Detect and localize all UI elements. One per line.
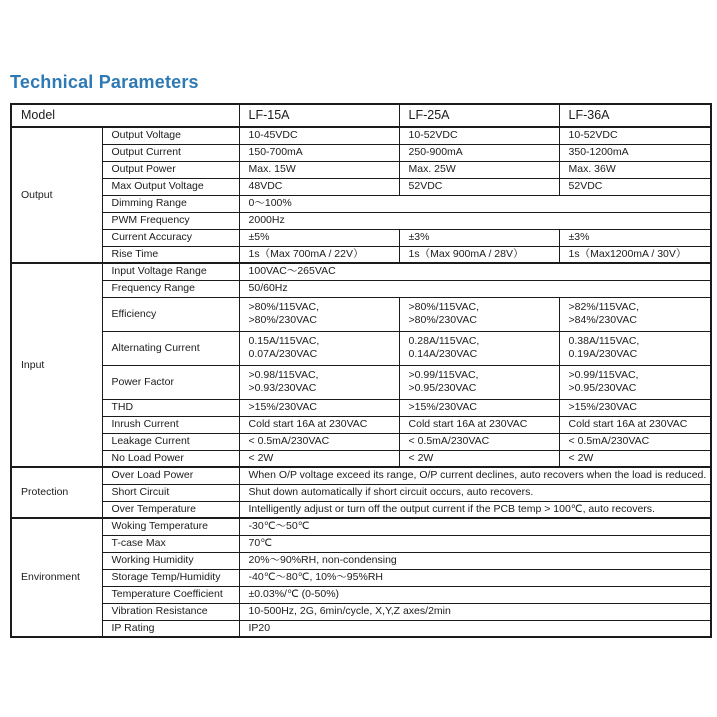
table-row xyxy=(11,280,711,297)
param-value: Shut down automatically if short circuit occurs, auto recovers. xyxy=(239,484,711,501)
value-line: >0.95/230VAC xyxy=(408,382,477,394)
table-row xyxy=(11,467,711,484)
table-row xyxy=(11,484,711,501)
param-label: PWM Frequency xyxy=(102,212,239,229)
param-value: ±5% xyxy=(239,229,399,246)
table-row xyxy=(11,552,711,569)
param-value: Cold start 16A at 230VAC xyxy=(559,416,711,433)
param-value: < 2W xyxy=(399,450,559,467)
param-value: 1s（Max 900mA / 28V） xyxy=(399,246,559,263)
table-row xyxy=(11,603,711,620)
param-label: Short Circuit xyxy=(102,484,239,501)
param-label: Output Current xyxy=(102,144,239,161)
param-value: Max. 25W xyxy=(399,161,559,178)
model-header: Model xyxy=(11,104,239,127)
param-label: Temperature Coefficient xyxy=(102,586,239,603)
param-value: 10-45VDC xyxy=(239,127,399,144)
param-value: 10-52VDC xyxy=(399,127,559,144)
param-value: Max. 36W xyxy=(559,161,711,178)
param-value: >15%/230VAC xyxy=(559,399,711,416)
table-row xyxy=(11,518,711,535)
section-label-environment: Environment xyxy=(11,518,102,637)
param-value: ±3% xyxy=(399,229,559,246)
param-value: < 2W xyxy=(239,450,399,467)
table-row xyxy=(11,178,711,195)
param-label: Alternating Current xyxy=(102,331,239,365)
table-row xyxy=(11,586,711,603)
value-line: 0.28A/115VAC, xyxy=(408,335,480,347)
param-value xyxy=(399,365,559,399)
param-label: IP Rating xyxy=(102,620,239,637)
param-label: Storage Temp/Humidity xyxy=(102,569,239,586)
spec-table xyxy=(10,103,712,638)
param-value: 2000Hz xyxy=(239,212,711,229)
value-line: >0.95/230VAC xyxy=(568,382,637,394)
table-row xyxy=(11,246,711,263)
param-value: 0～100% xyxy=(239,195,711,212)
param-label: Over Temperature xyxy=(102,501,239,518)
param-value: < 0.5mA/230VAC xyxy=(239,433,399,450)
param-label: THD xyxy=(102,399,239,416)
param-label: Leakage Current xyxy=(102,433,239,450)
param-label: Current Accuracy xyxy=(102,229,239,246)
value-line: >80%/230VAC xyxy=(248,314,317,326)
param-label: Dimming Range xyxy=(102,195,239,212)
value-line: >0.99/115VAC, xyxy=(408,369,479,381)
value-line: 0.14A/230VAC xyxy=(408,348,478,360)
param-value: Cold start 16A at 230VAC xyxy=(399,416,559,433)
param-label: T-case Max xyxy=(102,535,239,552)
param-value: < 0.5mA/230VAC xyxy=(399,433,559,450)
value-line: >0.93/230VAC xyxy=(248,382,317,394)
param-value xyxy=(399,331,559,365)
param-value: 50/60Hz xyxy=(239,280,711,297)
param-value: 48VDC xyxy=(239,178,399,195)
table-row xyxy=(11,365,711,399)
table-row xyxy=(11,263,711,280)
table-row xyxy=(11,127,711,144)
table-row xyxy=(11,620,711,637)
value-line: >82%/115VAC, xyxy=(568,301,640,313)
value-line: 0.19A/230VAC xyxy=(568,348,638,360)
param-value: 52VDC xyxy=(559,178,711,195)
model-header-lf25a: LF-25A xyxy=(399,104,559,127)
table-row xyxy=(11,144,711,161)
value-line: 0.07A/230VAC xyxy=(248,348,318,360)
value-line: >80%/115VAC, xyxy=(408,301,480,313)
param-label: Inrush Current xyxy=(102,416,239,433)
param-label: Frequency Range xyxy=(102,280,239,297)
section-label-input: Input xyxy=(11,263,102,467)
param-value: 20%～90%RH, non-condensing xyxy=(239,552,711,569)
header-row xyxy=(11,104,711,127)
table-row xyxy=(11,229,711,246)
value-line: 0.38A/115VAC, xyxy=(568,335,640,347)
param-label: Output Power xyxy=(102,161,239,178)
table-row xyxy=(11,501,711,518)
table-row xyxy=(11,416,711,433)
param-value: < 2W xyxy=(559,450,711,467)
param-value: < 0.5mA/230VAC xyxy=(559,433,711,450)
param-value: Cold start 16A at 230VAC xyxy=(239,416,399,433)
param-label: No Load Power xyxy=(102,450,239,467)
table-row xyxy=(11,331,711,365)
param-value: 52VDC xyxy=(399,178,559,195)
param-value: ±3% xyxy=(559,229,711,246)
param-value: 1s（Max 700mA / 22V） xyxy=(239,246,399,263)
param-label: Efficiency xyxy=(102,297,239,331)
table-row xyxy=(11,450,711,467)
param-value: ±0.03%/℃ (0-50%) xyxy=(239,586,711,603)
param-value: 150-700mA xyxy=(239,144,399,161)
param-value xyxy=(559,331,711,365)
param-label: Rise Time xyxy=(102,246,239,263)
param-value xyxy=(239,331,399,365)
table-row xyxy=(11,535,711,552)
param-value: When O/P voltage exceed its range, O/P current declines, auto recovers when the load is reduced. xyxy=(239,467,711,484)
param-label: Vibration Resistance xyxy=(102,603,239,620)
param-value: -40℃～80℃, 10%～95%RH xyxy=(239,569,711,586)
param-value: 350-1200mA xyxy=(559,144,711,161)
table-row xyxy=(11,399,711,416)
param-value: 100VAC～265VAC xyxy=(239,263,711,280)
section-label-output: Output xyxy=(11,127,102,263)
value-line: >80%/230VAC xyxy=(408,314,477,326)
param-value: 10-500Hz, 2G, 6min/cycle, X,Y,Z axes/2min xyxy=(239,603,711,620)
param-value xyxy=(239,297,399,331)
param-value: 70℃ xyxy=(239,535,711,552)
table-row xyxy=(11,433,711,450)
param-label: Woking Temperature xyxy=(102,518,239,535)
param-label: Output Voltage xyxy=(102,127,239,144)
value-line: >0.98/115VAC, xyxy=(248,369,319,381)
model-header-lf15a: LF-15A xyxy=(239,104,399,127)
table-row xyxy=(11,212,711,229)
table-row xyxy=(11,569,711,586)
table-row xyxy=(11,161,711,178)
value-line: >80%/115VAC, xyxy=(248,301,320,313)
param-value xyxy=(239,365,399,399)
table-row xyxy=(11,195,711,212)
param-label: Max Output Voltage xyxy=(102,178,239,195)
param-value xyxy=(399,297,559,331)
param-value: 1s（Max1200mA / 30V） xyxy=(559,246,711,263)
table-row xyxy=(11,297,711,331)
param-label: Power Factor xyxy=(102,365,239,399)
param-label: Input Voltage Range xyxy=(102,263,239,280)
param-value: -30℃～50℃ xyxy=(239,518,711,535)
value-line: >84%/230VAC xyxy=(568,314,637,326)
model-header-lf36a: LF-36A xyxy=(559,104,711,127)
param-value: 250-900mA xyxy=(399,144,559,161)
param-label: Working Humidity xyxy=(102,552,239,569)
value-line: 0.15A/115VAC, xyxy=(248,335,320,347)
param-value: >15%/230VAC xyxy=(399,399,559,416)
param-value xyxy=(559,297,711,331)
page-title: Technical Parameters xyxy=(10,72,199,92)
value-line: >0.99/115VAC, xyxy=(568,369,639,381)
param-value: IP20 xyxy=(239,620,711,637)
param-value: Max. 15W xyxy=(239,161,399,178)
param-value: Intelligently adjust or turn off the output current if the PCB temp > 100℃, auto recovers. xyxy=(239,501,711,518)
param-value xyxy=(559,365,711,399)
param-value: >15%/230VAC xyxy=(239,399,399,416)
param-value: 10-52VDC xyxy=(559,127,711,144)
section-label-protection: Protection xyxy=(11,467,102,518)
param-label: Over Load Power xyxy=(102,467,239,484)
